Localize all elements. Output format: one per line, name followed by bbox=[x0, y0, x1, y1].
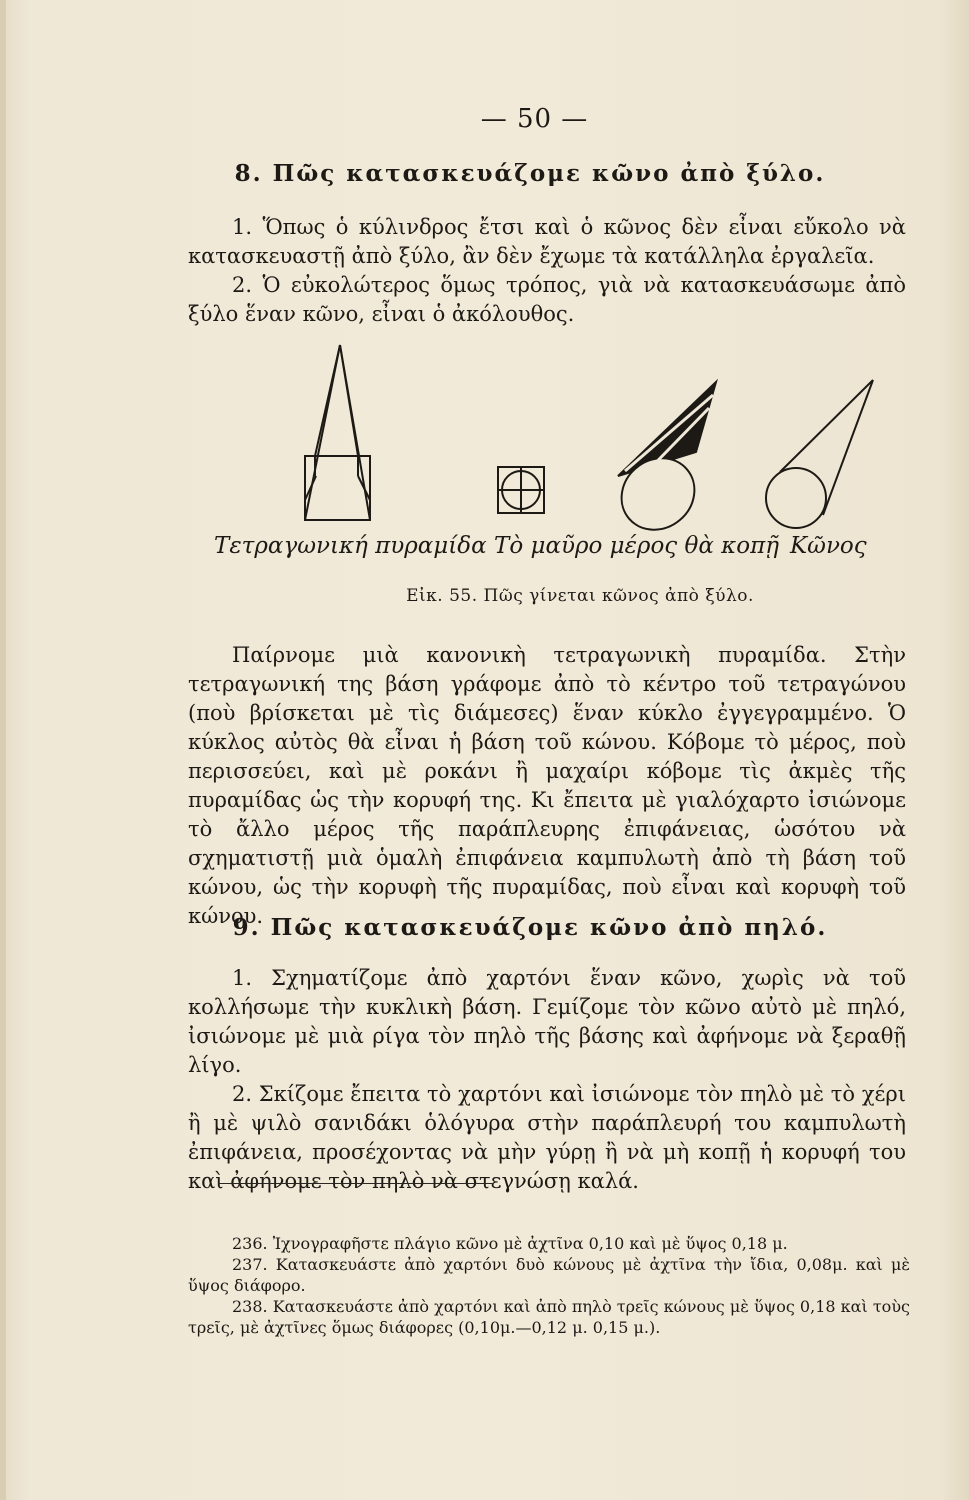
page-number: — 50 — bbox=[480, 104, 589, 134]
section-9-heading: 9. Πῶς κατασκευάζομε κῶνο ἀπὸ πηλό. bbox=[232, 914, 828, 941]
exercise-237: 237. Κατασκευάστε ἀπὸ χαρτόνι δυὸ κώνους μὲ ἀχτῖνα τὴν ἴδια, 0,08μ. καὶ μὲ ὕψος διάφορο. bbox=[188, 1255, 910, 1295]
exercises bbox=[188, 1233, 910, 1338]
section-8-paragraphs bbox=[188, 213, 906, 329]
paragraph-1: 1. Ὅπως ὁ κύλινδρος ἔτσι καὶ ὁ κῶνος δὲν εἶναι εὔκολο νὰ κατασκευαστῇ ἀπὸ ξύλο, ἂν δὲν ἔχωμε τὰ κατάλληλα ἐργαλεῖα. bbox=[188, 215, 906, 268]
label-black-part: Τὸ μαῦρο μέρος θὰ κοπῇ bbox=[494, 533, 780, 559]
exercise-236: 236. Ἰχνογραφῆστε πλάγιο κῶνο μὲ ἀχτῖνα 0,10 καὶ μὲ ὕψος 0,18 μ. bbox=[232, 1234, 788, 1253]
cone-drawing bbox=[766, 380, 873, 528]
pyramid-drawing bbox=[305, 345, 370, 520]
binding-edge bbox=[0, 0, 6, 1500]
section-9-paragraph-1: 1. Σχηματίζομε ἀπὸ χαρτόνι ἕναν κῶνο, χωρὶς νὰ τοῦ κολλήσωμε τὴν κυκλικὴ βάση. Γεμίζομε τὸν κῶνο αὐτὸ μὲ πηλό, ἰσιώνομε μὲ μιὰ ρίγα τὸν πηλὸ τῆς βάσης καὶ ἀφήνομε νὰ ξεραθῇ λίγο. bbox=[188, 966, 906, 1077]
label-pyramid: Τετραγωνική πυραμίδα bbox=[214, 533, 487, 559]
cut-section-drawing bbox=[607, 382, 716, 544]
exercise-238: 238. Κατασκευάστε ἀπὸ χαρτόνι καὶ ἀπὸ πηλὸ τρεῖς κώνους μὲ ὕψος 0,18 καὶ τοὺς τρεῖς, μὲ ἀχτῖνες ὅμως διάφορες (0,10μ.—0,12 μ. 0,15 μ.). bbox=[188, 1297, 910, 1337]
figure-caption: Εἰκ. 55. Πῶς γίνεται κῶνος ἀπὸ ξύλο. bbox=[406, 586, 754, 606]
section-8-heading: 8. Πῶς κατασκευάζομε κῶνο ἀπὸ ξύλο. bbox=[234, 160, 826, 187]
main-paragraph bbox=[188, 641, 906, 931]
section-9-paragraph-2: 2. Σκίζομε ἔπειτα τὸ χαρτόνι καὶ ἰσιώνομε τὸν πηλὸ μὲ τὸ χέρι ἢ μὲ ψιλὸ σανιδάκι ὁλόγυρα στὴν παράπλευρή του καμπυλωτὴ ἐπιφάνεια, προσέχοντας νὰ μὴν γύρῃ ἢ νὰ μὴ κοπῇ ἡ κορυφή του καὶ ἀφήνομε τὸν πηλὸ νὰ στεγνώσῃ καλά. bbox=[188, 1082, 906, 1193]
footnote-rule bbox=[218, 1183, 492, 1184]
paragraph-pyramid: Παίρνομε μιὰ κανονικὴ τετραγωνικὴ πυραμίδα. Στὴν τετραγωνική της βάση γράφομε ἀπὸ τὸ κέντρο τοῦ τετραγώνου (ποὺ βρίσκεται μὲ τὶς διάμεσες) ἕναν κύκλο ἐγγεγραμμένο. Ὁ κύκλος αὐτὸς θὰ εἶναι ἡ βάση τοῦ κώνου. Κόβομε τὸ μέρος, ποὺ περισσεύει, καὶ μὲ ροκάνι ἢ μαχαίρι κόβομε τὶς ἀκμὲς τῆς πυραμίδας ὡς τὴν κορυφή της. Κι ἔπειτα μὲ γιαλόχαρτο ἰσιώνομε τὸ ἄλλο μέρος τῆς παράπλευρης ἐπιφάνειας, ὡσότου νὰ σχηματιστῇ μιὰ ὁμαλὴ ἐπιφάνεια καμπυλωτὴ ἀπὸ τὴ βάση τοῦ κώνου, ὡς τὴν κορυφὴ τῆς πυραμίδας, ποὺ εἶναι καὶ κορυφὴ τοῦ κώνου. bbox=[188, 643, 906, 928]
section-9-paragraphs bbox=[188, 964, 906, 1196]
label-cone: Κῶνος bbox=[790, 533, 867, 559]
square-circle-drawing bbox=[498, 467, 544, 513]
paragraph-2: 2. Ὁ εὐκολώτερος ὅμως τρόπος, γιὰ νὰ κατασκευάσωμε ἀπὸ ξύλο ἕναν κῶνο, εἶναι ὁ ἀκόλουθος. bbox=[188, 273, 906, 326]
